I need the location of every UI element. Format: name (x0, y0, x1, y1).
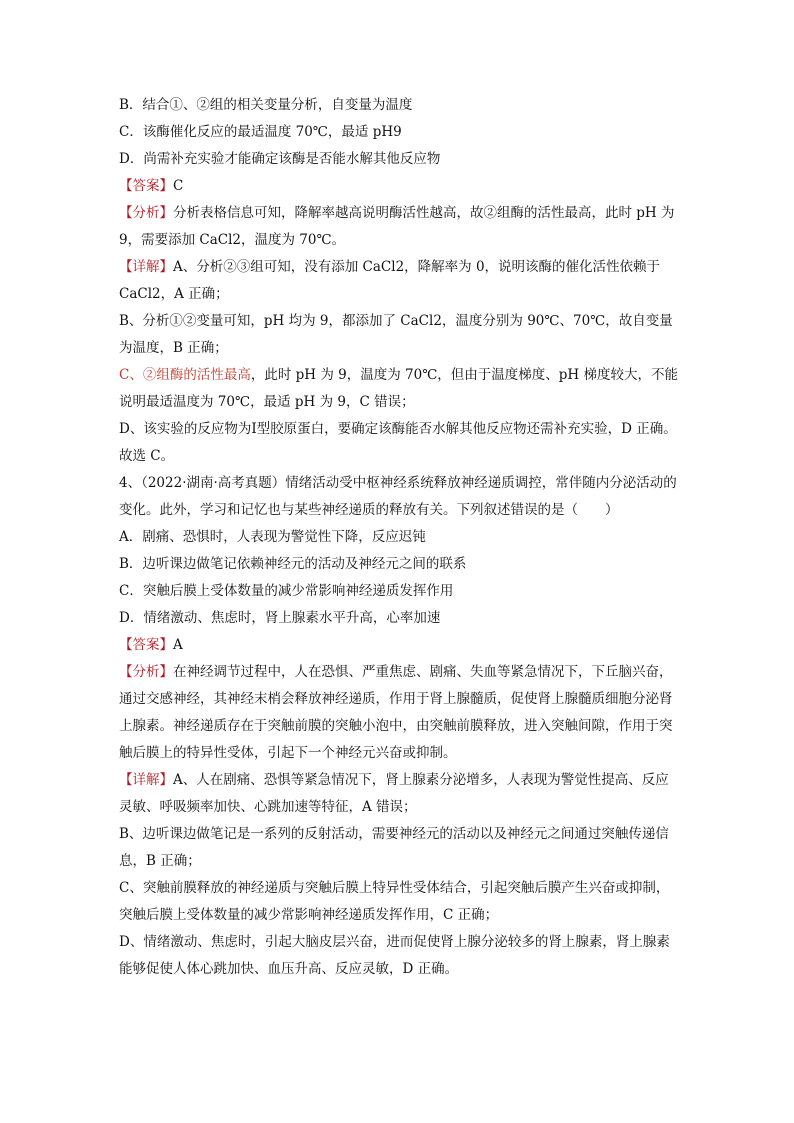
q4-analysis (119, 659, 679, 767)
q3-option-b: B．结合①、②组的相关变量分析，自变量为温度 (119, 97, 413, 113)
q4-option-a: A．剧痛、恐惧时，人表现为警觉性下降，反应迟钝 (119, 529, 426, 545)
q3-detail-c (119, 362, 679, 416)
detail-tag: 【详解】 (119, 259, 173, 275)
detail-tag: 【详解】 (119, 772, 173, 788)
q3-detail-a (119, 254, 679, 308)
q3-answer (119, 173, 679, 200)
q4-option-d: D．情绪激动、焦虑时，肾上腺素水平升高，心率加速 (119, 610, 441, 626)
analysis-tag: 【分析】 (119, 205, 173, 221)
analysis-text: 分析表格信息可知，降解率越高说明酶活性越高，故②组酶的活性最高，此时 pH 为 9，需要添加 CaCl2，温度为 70℃。 (119, 205, 675, 248)
q4-option-c: C．突触后膜上受体数量的减少常影响神经递质发挥作用 (119, 583, 454, 599)
q4-detail-a (119, 767, 679, 821)
q4-detail-c: C、突触前膜释放的神经递质与突触后膜上特异性受体结合，引起突触后膜产生兴奋或抑制，突触后膜上受体数量的减少常影响神经递质发挥作用，C 正确； (119, 880, 670, 923)
answer-value: C (173, 178, 184, 194)
q4-option-b: B．边听课边做笔记依赖神经元的活动及神经元之间的联系 (119, 556, 467, 572)
answer-value: A (173, 637, 183, 653)
q3-detail-d: D、该实验的反应物为Ⅰ型胶原蛋白，要确定该酶能否水解其他反应物还需补充实验，D 正确。 (119, 421, 677, 437)
analysis-text: 在神经调节过程中，人在恐惧、严重焦虑、剧痛、失血等紧急情况下，下丘脑兴奋，通过交感神经，其神经末梢会释放神经递质，作用于肾上腺髓质，促使肾上腺髓质细胞分泌肾上腺素。神经递质存在于突触前膜的突触小泡中，由突触前膜释放，进入突触间隙，作用于突触后膜上的特异性受体，引起下一个神经元兴奋或抑制。 (119, 664, 673, 761)
q4-answer (119, 632, 679, 659)
detail-text: A、分析②③组可知，没有添加 CaCl2，降解率为 0，说明该酶的催化活性依赖于 CaCl2，A 正确； (119, 259, 661, 302)
detail-c-rest: ，此时 pH 为 9，温度为 70℃，但由于温度梯度、pH 梯度较大，不能说明最适温度为 70℃，最适 pH 为 9，C 错误； (119, 367, 678, 410)
answer-tag: 【答案】 (119, 178, 173, 194)
detail-c-highlight: ②组酶的活性最高 (142, 367, 251, 383)
q4-detail-b: B、边听课边做笔记是一系列的反射活动，需要神经元的活动以及神经元之间通过突触传递信息，B 正确； (119, 826, 669, 869)
q3-detail-b: B、分析①②变量可知，pH 均为 9，都添加了 CaCl2，温度分别为 90℃、70℃，故自变量为温度，B 正确； (119, 313, 673, 356)
q3-conclusion: 故选 C。 (119, 448, 175, 464)
q3-analysis (119, 200, 679, 254)
answer-tag: 【答案】 (119, 637, 173, 653)
detail-c-prefix: C、 (119, 367, 143, 383)
detail-text: A、人在剧痛、恐惧等紧急情况下，肾上腺素分泌增多，人表现为警觉性提高、反应灵敏、呼吸频率加快、心跳加速等特征，A 错误； (119, 772, 669, 815)
page-content (119, 92, 679, 983)
analysis-tag: 【分析】 (119, 664, 173, 680)
q4-detail-d: D、情绪激动、焦虑时，引起大脑皮层兴奋，进而促使肾上腺分泌较多的肾上腺素，肾上腺素能够促使人体心跳加快、血压升高、反应灵敏，D 正确。 (119, 934, 670, 977)
q4-stem: 4、（2022·湖南·高考真题）情绪活动受中枢神经系统释放神经递质调控，常伴随内分泌活动的变化。此外，学习和记忆也与某些神经递质的释放有关。下列叙述错误的是（ ） (119, 475, 677, 518)
q3-option-d: D．尚需补充实验才能确定该酶是否能水解其他反应物 (119, 151, 441, 167)
q3-option-c: C．该酶催化反应的最适温度 70℃，最适 pH9 (119, 124, 402, 140)
